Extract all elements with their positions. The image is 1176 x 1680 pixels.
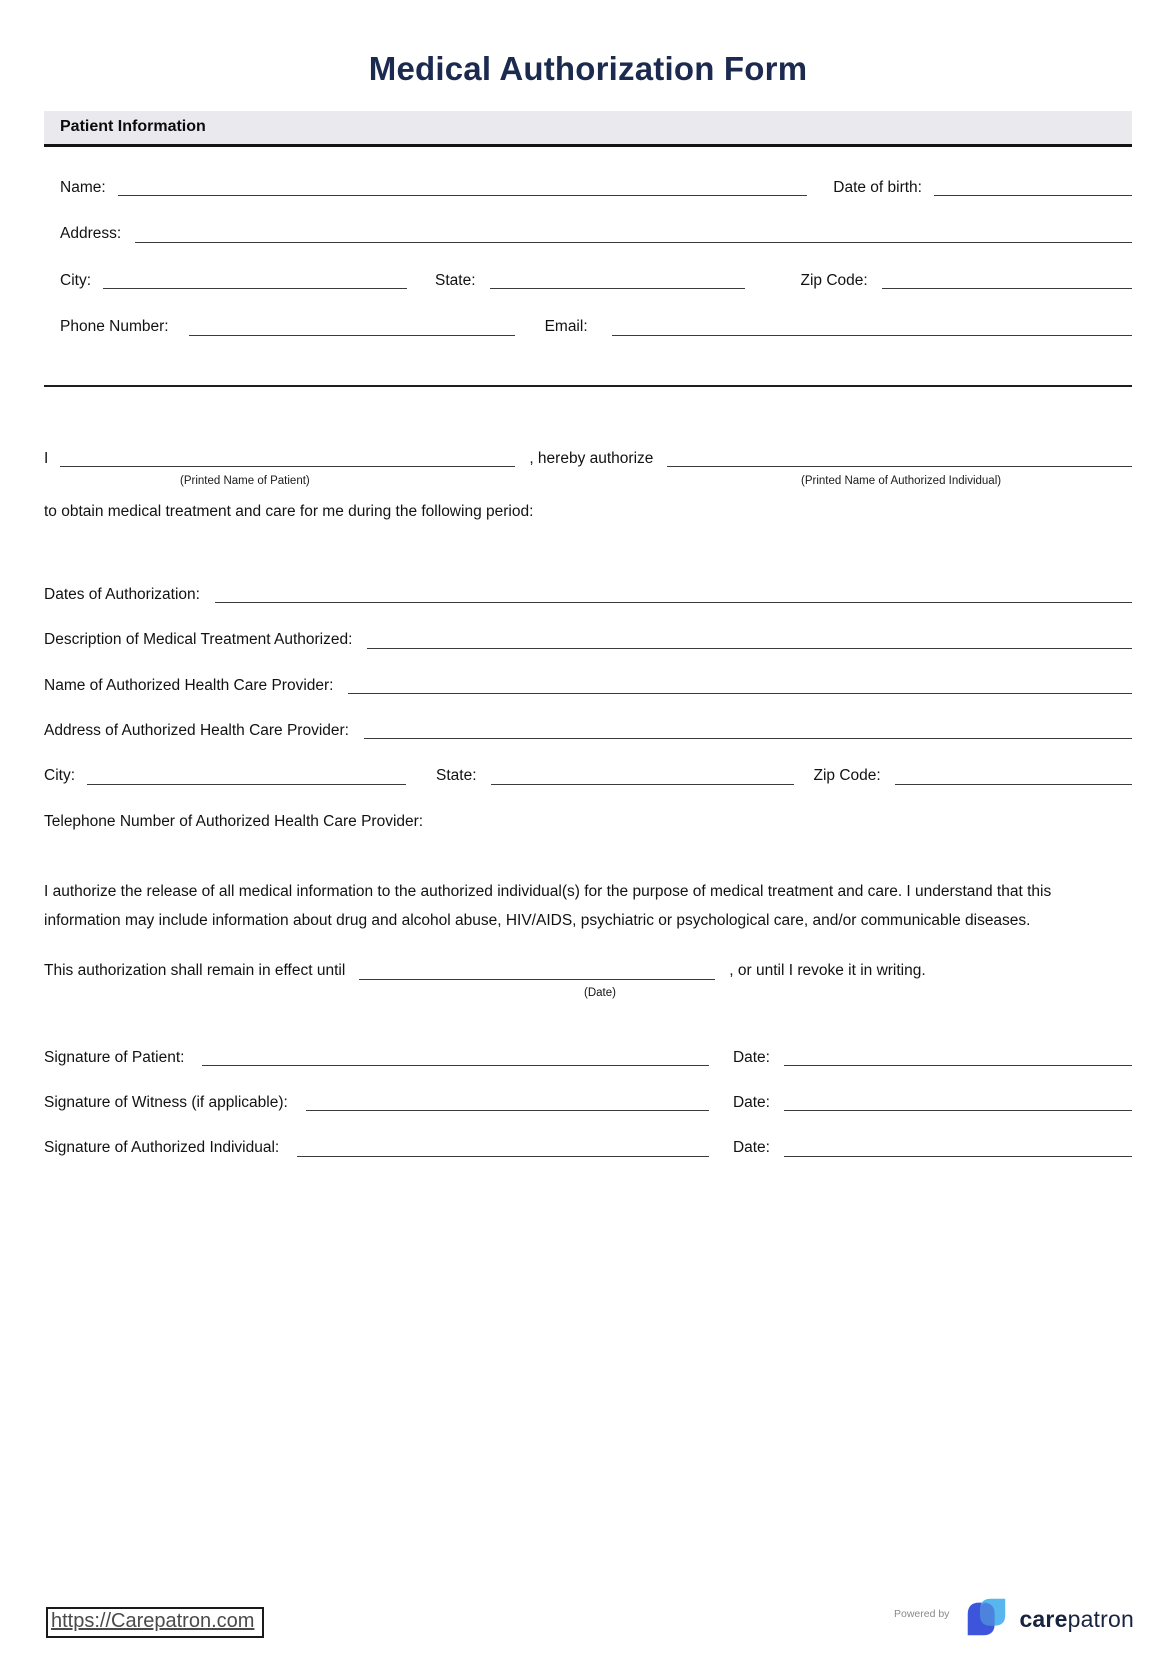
patient-printed-name-line[interactable]	[60, 463, 515, 467]
provider-address-label: Address of Authorized Health Care Provider:	[44, 722, 349, 739]
medical-authorization-form	[0, 50, 1176, 1158]
authorization-intro-row	[44, 449, 1132, 468]
page-title: Medical Authorization Form	[368, 50, 808, 87]
effect-prefix-text: This authorization shall remain in effect until	[44, 962, 346, 980]
patient-signature-line[interactable]	[202, 1062, 708, 1066]
treatment-description-row	[44, 630, 1132, 649]
section-divider	[44, 385, 1132, 387]
patient-signature-label: Signature of Patient:	[44, 1048, 185, 1066]
effect-suffix-text: , or until I revoke it in writing.	[729, 962, 926, 980]
carepatron-link[interactable]: https://Carepatron.com	[46, 1607, 264, 1638]
hereby-authorize-text: , hereby authorize	[529, 449, 654, 467]
authorized-signature-label: Signature of Authorized Individual:	[44, 1139, 280, 1157]
printed-name-of-authorized-hint: (Printed Name of Authorized Individual)	[801, 474, 1002, 487]
effect-date-line[interactable]	[359, 976, 715, 980]
provider-name-line[interactable]	[348, 690, 1132, 694]
provider-state-line[interactable]	[491, 781, 794, 785]
city-state-zip-row	[60, 271, 1132, 290]
provider-city-state-zip-row	[44, 766, 1132, 785]
date-hint: (Date)	[584, 986, 616, 999]
powered-by-label: Powered by	[893, 1607, 950, 1620]
patient-information-header-label: Patient Information	[60, 118, 206, 135]
provider-name-label: Name of Authorized Health Care Provider:	[44, 676, 334, 694]
provider-zip-line[interactable]	[895, 781, 1132, 785]
authorized-signature-line[interactable]	[297, 1153, 709, 1157]
effect-date-hint-row	[44, 987, 1132, 1002]
authorized-signature-row	[44, 1138, 1132, 1157]
witness-signature-date-line[interactable]	[784, 1107, 1132, 1111]
provider-state-label: State:	[436, 767, 477, 785]
email-label: Email:	[544, 318, 588, 336]
city-label: City:	[60, 271, 91, 289]
provider-city-line[interactable]	[87, 781, 406, 785]
period-statement: to obtain medical treatment and care for me during the following period:	[44, 502, 534, 520]
email-input-line[interactable]	[612, 332, 1132, 336]
name-dob-row	[60, 178, 1132, 197]
provider-zip-label: Zip Code:	[813, 767, 881, 785]
carepatron-logo-icon	[961, 1595, 1011, 1644]
provider-city-label: City:	[44, 767, 75, 785]
state-input-line[interactable]	[490, 285, 745, 289]
phone-label: Phone Number:	[60, 318, 169, 336]
witness-signature-date-label: Date:	[732, 1093, 770, 1111]
witness-signature-label: Signature of Witness (if applicable):	[44, 1093, 288, 1111]
dates-of-authorization-row	[44, 585, 1132, 604]
phone-input-line[interactable]	[189, 332, 515, 336]
zip-input-line[interactable]	[882, 285, 1132, 289]
patient-signature-date-line[interactable]	[784, 1062, 1132, 1066]
provider-address-line[interactable]	[364, 735, 1132, 739]
dates-of-authorization-line[interactable]	[215, 599, 1132, 603]
state-label: State:	[435, 271, 476, 289]
address-row	[60, 224, 1132, 243]
dob-label: Date of birth:	[833, 179, 922, 196]
provider-phone-row	[44, 812, 1132, 831]
brand-patron-text: patron	[1067, 1606, 1134, 1632]
city-input-line[interactable]	[103, 285, 407, 289]
authorized-signature-date-label: Date:	[732, 1139, 770, 1157]
patient-signature-row	[44, 1048, 1132, 1067]
witness-signature-line[interactable]	[306, 1107, 709, 1111]
treatment-description-line[interactable]	[367, 645, 1132, 649]
address-input-line[interactable]	[135, 239, 1132, 243]
address-label: Address:	[60, 225, 122, 243]
provider-name-row	[44, 676, 1132, 695]
zip-label: Zip Code:	[800, 271, 868, 289]
phone-email-row	[60, 317, 1132, 336]
brand-wordmark	[1019, 1606, 1134, 1633]
patient-information-header	[44, 111, 1132, 147]
release-paragraph: I authorize the release of all medical information to the authorized individual(s) for the purpose of medical treatment and care. I understand that this information may include information about drug and alcohol abuse, HIV/AIDS, psychiatric or psychological care, and/or communicable diseases.	[44, 883, 1052, 930]
treatment-description-label: Description of Medical Treatment Authorized:	[44, 631, 353, 649]
name-label: Name:	[60, 179, 106, 196]
intro-i-text: I	[44, 449, 49, 467]
printed-name-of-patient-hint: (Printed Name of Patient)	[180, 474, 310, 487]
printed-name-hints-row	[44, 475, 1132, 490]
provider-phone-label: Telephone Number of Authorized Health Care Provider:	[44, 812, 424, 830]
patient-signature-date-label: Date:	[732, 1048, 770, 1066]
authorized-printed-name-line[interactable]	[667, 463, 1132, 467]
witness-signature-row	[44, 1093, 1132, 1112]
provider-address-row	[44, 721, 1132, 740]
name-input-line[interactable]	[118, 192, 808, 196]
brand-care-text: care	[1019, 1606, 1068, 1632]
dob-input-line[interactable]	[934, 192, 1132, 196]
effect-until-row	[44, 961, 1132, 980]
dates-of-authorization-label: Dates of Authorization:	[44, 585, 200, 603]
authorized-signature-date-line[interactable]	[784, 1153, 1132, 1157]
brand-footer	[894, 1595, 1134, 1644]
